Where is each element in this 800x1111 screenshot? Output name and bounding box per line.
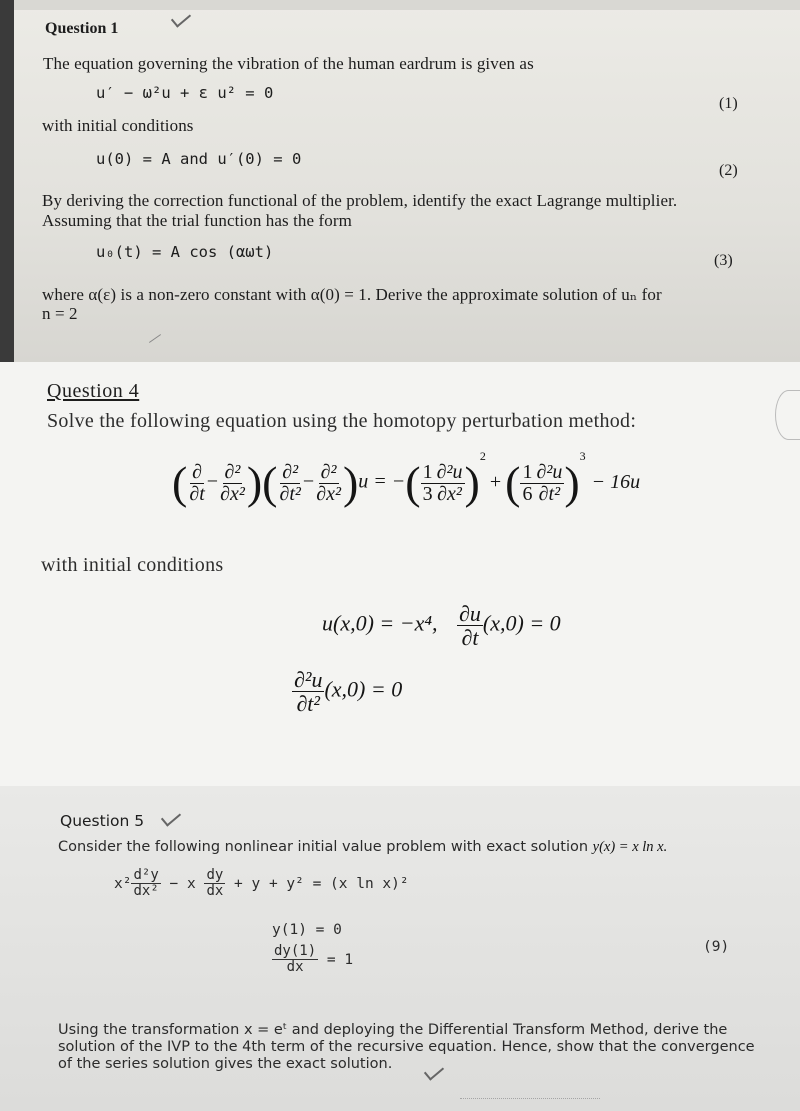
scan-shadow (0, 0, 14, 362)
q5-equation-number: (9) (703, 939, 730, 955)
handwritten-scribble (460, 1098, 600, 1101)
q5-initial-condition-1: y(1) = 0 (272, 922, 342, 938)
frac: $\frac{\text{∂²}}{\text{∂x²}}$ (316, 460, 341, 505)
paren: ) (342, 457, 359, 508)
frac: $\frac{\text{∂²u}}{\text{∂t²}}$ (536, 460, 563, 505)
q1-init-label: with initial conditions (42, 116, 194, 135)
q1-equation-1: u′ − ω²u + ε u² = 0 (96, 84, 274, 102)
binder-hole (775, 390, 800, 440)
q1-equation-3-number: (3) (714, 252, 733, 269)
q5-ode: x² $\frac{\text{d²y}}{\text{dx²}}$ − x $\frac{dy}{dx}$ + y + y² = (x ln x)² (114, 867, 409, 900)
frac: $\frac{dy(1)}{dx}$ (274, 943, 317, 976)
q4-intro: Solve the following equation using the homotopy perturbation method: (47, 410, 637, 432)
q1-paragraph-2-line-2: n = 2 (42, 304, 78, 323)
frac: $\frac{\text{∂²}}{\text{∂t²}}$ (279, 460, 301, 505)
page-edge (0, 0, 800, 10)
pen-mark (149, 334, 161, 343)
checkmark-icon (424, 1061, 444, 1080)
q5-initial-condition-2: $\frac{dy(1)}{dx}$ = 1 (274, 943, 354, 976)
frac: $\frac{\text{∂²u}}{\text{∂t²}}$ (294, 667, 323, 717)
frac: $\frac{dy}{dx}$ (206, 867, 224, 900)
frac: $\frac{\partial}{\partial t}$ (189, 460, 205, 505)
q1-equation-2-number: (2) (719, 162, 738, 179)
checkmark-icon (171, 8, 191, 27)
frac: $\frac{\text{∂²}}{\text{∂x²}}$ (220, 460, 245, 505)
q5-intro: Consider the following nonlinear initial value problem with exact solution y(x) = x ln x. (58, 839, 668, 855)
q4-pde: ( $\frac{\partial}{\partial t}$ − $\frac{\text{∂²}}{\text{∂x²}}$ )( $\frac{\text{∂²}}{\text{∂t²}}$ − $\frac{\text{∂²}}{\text{∂x²}}$ )u = −( $\frac{1}{3}$ $\frac{\text{∂²u}}{\text{∂x²}}$ )$^2$+( $\frac{1}{6}$ $\frac{\text{∂²u}}{\text{∂t²}}$ )$^3$− 16u (172, 448, 641, 508)
paren: ) (464, 457, 480, 508)
q5-paragraph-line-1: Using the transformation x = eᵗ and deploying the Differential Transform Method, derive the (58, 1022, 728, 1038)
q5-paragraph-line-2: solution of the IVP to the 4th term of the recursive equation. Hence, show that the convergence (58, 1039, 755, 1055)
question-5-title: Question 5 (60, 812, 145, 830)
question-4-panel (0, 362, 800, 786)
q4-init-label: with initial conditions (41, 554, 224, 576)
frac: $\frac{1}{6}$ (522, 460, 533, 505)
q4-initial-conditions-1: u(x,0) = −x⁴, $\frac{\partial u}{\partial t}$ (x,0) = 0 (322, 601, 561, 651)
q1-paragraph-1-line-1: By deriving the correction functional of the problem, identify the exact Lagrange multiplier. (42, 191, 678, 210)
frac: $\frac{1}{3}$ (422, 460, 433, 505)
question-5-panel (0, 786, 800, 1111)
q4-initial-condition-3: $\frac{\text{∂²u}}{\text{∂t²}}$ (x,0) = 0 (294, 667, 403, 717)
question-4-title: Question 4 (47, 380, 140, 402)
paren: ( (405, 457, 421, 508)
checkmark-icon (161, 807, 181, 826)
q1-equation-2: u(0) = A and u′(0) = 0 (96, 150, 302, 168)
frac: $\frac{\text{∂²u}}{\text{∂x²}}$ (436, 460, 463, 505)
paren: ( (505, 457, 521, 508)
paren: ( (172, 457, 188, 508)
frac: $\frac{\text{d²y}}{\text{dx²}}$ (133, 867, 159, 900)
q1-paragraph-1-line-2: Assuming that the trial function has the form (42, 211, 352, 230)
q5-paragraph-line-3: of the series solution gives the exact solution. (58, 1056, 393, 1072)
question-1-panel (0, 0, 800, 362)
q1-equation-3: u₀(t) = A cos (αωt) (96, 243, 274, 261)
frac: $\frac{\partial u}{\partial t}$ (459, 601, 481, 651)
question-1-title: Question 1 (45, 20, 119, 37)
paren: )( (246, 457, 278, 508)
q1-equation-1-number: (1) (719, 95, 738, 112)
q1-paragraph-2-line-1: where α(ε) is a non-zero constant with α(0) = 1. Derive the approximate solution of uₙ for (42, 285, 662, 304)
paren: ) (564, 457, 580, 508)
q1-intro: The equation governing the vibration of the human eardrum is given as (43, 54, 534, 73)
